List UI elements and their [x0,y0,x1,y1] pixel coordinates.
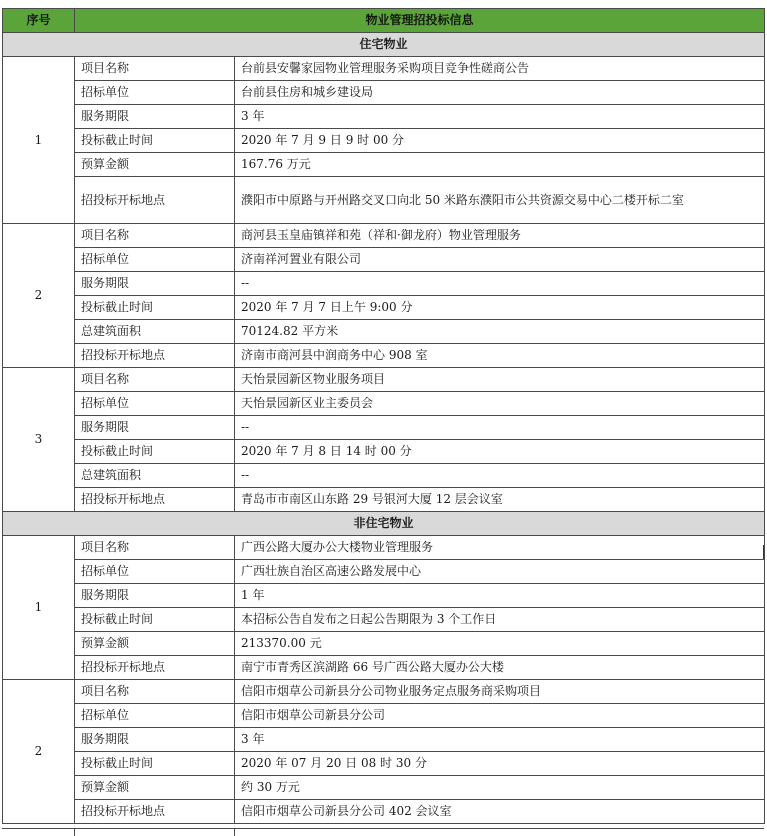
entry-index: 1 [3,57,75,224]
field-value: 广西公路大厦办公大楼物业管理服务 [235,536,765,560]
field-label: 投标截止时间 [75,608,235,632]
table-row [3,224,765,248]
field-label: 招标单位 [75,560,235,584]
field-value: 台前县住房和城乡建设局 [235,81,765,105]
table-row [3,344,765,368]
table-row [3,177,765,224]
field-label: 招标单位 [75,248,235,272]
field-value: 南宁市青秀区滨湖路 66 号广西公路大厦办公大楼 [235,656,765,680]
field-label: 招投标开标地点 [75,344,235,368]
field-value: 2020 年 7 月 8 日 14 时 00 分 [235,440,765,464]
field-value: 天怡景园新区业主委员会 [235,392,765,416]
field-label: 服务期限 [75,105,235,129]
table-row [3,608,765,632]
field-value: 167.76 万元 [235,153,765,177]
table-row [3,153,765,177]
table-row [3,81,765,105]
section-title: 住宅物业 [3,33,765,57]
field-label: 招投标开标地点 [75,488,235,512]
field-value: 2020 年 7 月 7 日上午 9:00 分 [235,296,765,320]
table-row [3,248,765,272]
table-row [3,488,765,512]
field-label: 总建筑面积 [75,464,235,488]
field-value: 信阳市烟草公司新县分公司 [235,704,765,728]
field-value: 济南市商河县中润商务中心 908 室 [235,344,765,368]
field-label: 项目名称 [75,680,235,704]
tender-info-table [2,8,765,824]
field-label: 项目名称 [75,57,235,81]
table-row [3,536,765,560]
entry-index: 2 [3,224,75,368]
entry-index: 1 [3,536,75,680]
field-value: 商河县玉皇庙镇祥和苑（祥和·御龙府）物业管理服务 [235,224,765,248]
field-label: 预算金额 [75,153,235,177]
field-value: 济南祥河置业有限公司 [235,248,765,272]
field-value: 3 年 [235,105,765,129]
table-row [3,105,765,129]
field-label: 投标截止时间 [75,440,235,464]
table-row [3,632,765,656]
field-label: 招投标开标地点 [75,177,235,224]
field-value: -- [235,464,765,488]
field-label: 投标截止时间 [75,752,235,776]
section-header-row [3,33,765,57]
table-row [3,680,765,704]
field-value: 信阳市烟草公司新县分公司物业服务定点服务商采购项目 [235,680,765,704]
field-value: 濮阳市中原路与开州路交叉口向北 50 米路东濮阳市公共资源交易中心二楼开标二室 [235,177,765,224]
table-row [3,752,765,776]
field-value: 天怡景园新区物业服务项目 [235,368,765,392]
field-label: 投标截止时间 [75,129,235,153]
table-row [3,776,765,800]
table-row [3,584,765,608]
field-value: 213370.00 元 [235,632,765,656]
field-value: 台前县安馨家园物业管理服务采购项目竞争性磋商公告 [235,57,765,81]
field-value: 3 年 [235,728,765,752]
entry-index: 2 [3,680,75,824]
field-label: 招投标开标地点 [75,800,235,824]
section-header-row [3,512,765,536]
table-row [3,129,765,153]
table-row [3,800,765,824]
field-label: 项目名称 [75,224,235,248]
table-row [3,416,765,440]
field-value: 2020 年 07 月 20 日 08 时 30 分 [235,752,765,776]
field-label: 服务期限 [75,272,235,296]
field-label: 项目名称 [75,536,235,560]
table-row [3,320,765,344]
table-row [3,728,765,752]
field-value: 2020 年 7 月 9 日 9 时 00 分 [235,129,765,153]
table-row [3,392,765,416]
table-row [3,440,765,464]
field-value: 约 30 万元 [235,776,765,800]
field-value: 1 年 [235,584,765,608]
field-value: -- [235,416,765,440]
table-row [3,296,765,320]
field-label: 预算金额 [75,632,235,656]
field-value: 信阳市烟草公司新县分公司 402 会议室 [235,800,765,824]
field-label: 服务期限 [75,728,235,752]
field-value: 本招标公告自发布之日起公告期限为 3 个工作日 [235,608,765,632]
text-cursor [763,545,764,559]
index-column-header: 序号 [3,9,75,33]
field-label: 服务期限 [75,584,235,608]
field-label: 招标单位 [75,392,235,416]
field-value: 广西壮族自治区高速公路发展中心 [235,560,765,584]
header-row [3,9,765,33]
table-row [3,560,765,584]
field-label: 招标单位 [75,704,235,728]
table-row [3,704,765,728]
table-row [3,656,765,680]
field-label: 总建筑面积 [75,320,235,344]
table-row [3,272,765,296]
field-value: 70124.82 平方米 [235,320,765,344]
table-title: 物业管理招投标信息 [75,9,765,33]
field-label: 项目名称 [75,368,235,392]
field-label: 投标截止时间 [75,296,235,320]
field-value: 青岛市市南区山东路 29 号银河大厦 12 层会议室 [235,488,765,512]
entry-index: 3 [3,368,75,512]
field-label: 服务期限 [75,416,235,440]
table-row [3,368,765,392]
section-title: 非住宅物业 [3,512,765,536]
table-row [3,464,765,488]
field-label: 招投标开标地点 [75,656,235,680]
field-label: 招标单位 [75,81,235,105]
table-row [3,57,765,81]
field-value: -- [235,272,765,296]
field-label: 预算金额 [75,776,235,800]
